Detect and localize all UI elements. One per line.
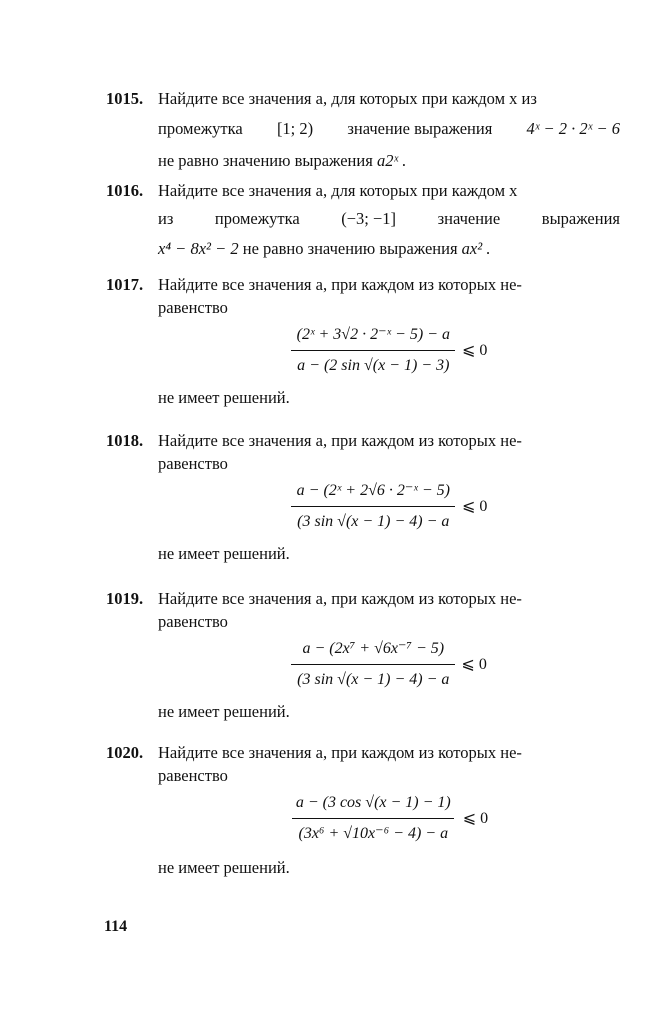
problem-text: равенство xyxy=(158,298,228,317)
problem-text: равенство xyxy=(158,454,228,473)
problem-text: не равно значению выражения xyxy=(158,151,373,170)
problem-text-line1: Найдите все значения a, при каждом из которых не- xyxy=(158,275,522,294)
relation: ⩽ 0 xyxy=(461,497,488,515)
page-number: 114 xyxy=(104,918,128,935)
problem-text-tail: не имеет решений. xyxy=(158,544,290,563)
interval: [1; 2) xyxy=(276,119,314,138)
problem-1019 xyxy=(106,586,620,725)
inequality-formula xyxy=(158,478,620,535)
fraction-denominator: a − (2 sin √(x − 1) − 3) xyxy=(291,350,455,379)
problem-1018 xyxy=(106,428,620,567)
problem-1017 xyxy=(106,272,620,411)
problem-text-tail: не имеет решений. xyxy=(158,388,290,407)
problem-number: 1020. xyxy=(106,743,144,762)
fraction xyxy=(291,478,456,535)
problem-text-line1: Найдите все значения a, при каждом из которых не- xyxy=(158,589,522,608)
fraction-denominator: (3 sin √(x − 1) − 4) − a xyxy=(291,664,455,693)
problem-text: промежутка xyxy=(214,209,300,228)
fraction xyxy=(291,636,455,693)
problem-number: 1019. xyxy=(106,589,144,608)
problem-1020 xyxy=(106,740,620,881)
expression: ax² . xyxy=(461,239,491,258)
problem-text: выражения xyxy=(541,209,620,228)
inequality-formula xyxy=(158,322,620,379)
interval: (−3; −1] xyxy=(341,209,397,228)
problem-text: значение xyxy=(437,209,501,228)
problem-1016 xyxy=(106,178,620,262)
problem-1015 xyxy=(106,86,620,174)
problem-text-tail: не имеет решений. xyxy=(158,858,290,877)
problem-text-tail: не имеет решений. xyxy=(158,702,290,721)
relation: ⩽ 0 xyxy=(461,341,488,359)
problem-number: 1015. xyxy=(106,89,144,108)
expression: x⁴ − 8x² − 2 xyxy=(158,239,239,258)
fraction xyxy=(290,790,457,847)
problem-number: 1016. xyxy=(106,181,144,200)
expression: 4ˣ − 2 · 2ˣ − 6 xyxy=(526,119,620,138)
inequality-formula xyxy=(158,636,620,693)
fraction-numerator: (2ˣ + 3√2 · 2⁻ˣ − 5) − a xyxy=(296,326,450,343)
problem-text: значение выражения xyxy=(347,119,493,138)
problem-text-line1: Найдите все значения a, при каждом из которых не- xyxy=(158,743,522,762)
relation: ⩽ 0 xyxy=(462,809,489,827)
problem-text: из xyxy=(158,209,174,228)
problem-text: не равно значению выражения xyxy=(242,239,458,258)
inequality-formula xyxy=(158,790,620,847)
problem-number: 1018. xyxy=(106,431,144,450)
fraction xyxy=(291,322,456,379)
problem-text: равенство xyxy=(158,766,228,785)
relation: ⩽ 0 xyxy=(461,655,487,673)
problem-text-line1: Найдите все значения a, для которых при каждом x xyxy=(158,181,518,200)
fraction-denominator: (3x⁶ + √10x⁻⁶ − 4) − a xyxy=(292,818,454,847)
problem-text: промежутка xyxy=(158,119,243,138)
fraction-denominator: (3 sin √(x − 1) − 4) − a xyxy=(291,506,455,535)
problem-number: 1017. xyxy=(106,275,144,294)
expression: a2ˣ . xyxy=(376,151,407,170)
fraction-numerator: a − (3 cos √(x − 1) − 1) xyxy=(295,794,451,811)
fraction-numerator: a − (2x⁷ + √6x⁻⁷ − 5) xyxy=(302,640,445,657)
problem-text-line1: Найдите все значения a, для которых при каждом x из xyxy=(158,89,537,108)
problem-text: равенство xyxy=(158,612,228,631)
fraction-numerator: a − (2ˣ + 2√6 · 2⁻ˣ − 5) xyxy=(296,482,450,499)
problem-text-line1: Найдите все значения a, при каждом из которых не- xyxy=(158,431,522,450)
